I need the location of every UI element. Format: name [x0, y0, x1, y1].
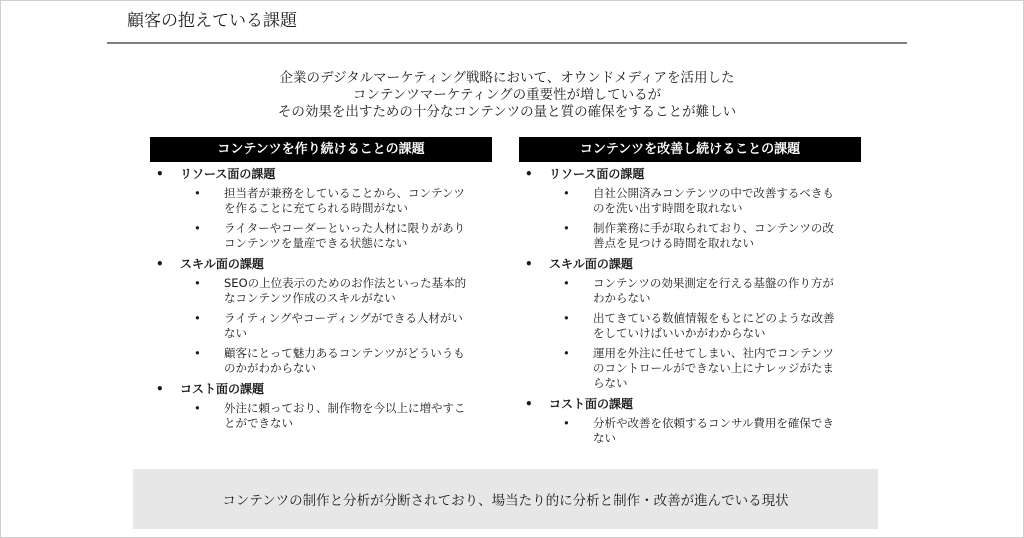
section-heading: [519, 396, 861, 413]
bullet-icon: •: [156, 382, 164, 396]
issue-item: [519, 186, 861, 216]
bullet-icon: •: [563, 346, 570, 360]
section-heading: [150, 166, 492, 183]
section-title: リソース面の課題: [180, 167, 276, 181]
section-heading: [150, 381, 492, 398]
issue-item-line: 自社公開済みコンテンツの中で改善するべきも: [593, 186, 834, 200]
issue-item-line: ライティングやコーディングができる人材がい: [224, 311, 463, 325]
issue-item-line: をしていけばいいかがわからない: [593, 326, 766, 340]
issue-item-line: 顧客にとって魅力あるコンテンツがどういうも: [224, 346, 465, 360]
issue-item-line: のを洗い出す時間を取れない: [593, 201, 743, 215]
title-divider: [107, 42, 907, 44]
issue-section: [519, 396, 861, 446]
bullet-icon: •: [194, 221, 201, 235]
bullet-icon: •: [525, 167, 533, 181]
bullet-icon: •: [563, 276, 570, 290]
column-create-content: [150, 137, 492, 436]
issue-item: [150, 401, 492, 431]
issue-item: [519, 416, 861, 446]
bullet-icon: •: [156, 167, 164, 181]
bullet-icon: •: [525, 257, 533, 271]
issue-section: [519, 166, 861, 251]
issue-item-line: のコントロールができない上にナレッジがたま: [593, 361, 834, 375]
issue-item-line: 善点を見つける時間を取れない: [593, 236, 754, 250]
issue-item-line: 担当者が兼務をしていることから、コンテンツ: [224, 186, 465, 200]
issue-item-line: SEOの上位表示のためのお作法といった基本的: [224, 276, 467, 290]
issue-item: [519, 221, 861, 251]
issue-item-line: なコンテンツ作成のスキルがない: [224, 291, 396, 305]
issue-item-line: 制作業務に手が取られており、コンテンツの改: [593, 221, 834, 235]
bullet-icon: •: [194, 401, 201, 415]
issue-item-line: のかがわからない: [224, 361, 316, 375]
issue-item-line: らない: [593, 376, 628, 390]
bullet-icon: •: [525, 397, 533, 411]
intro-line: その効果を出すための十分なコンテンツの量と質の確保をすることが難しい: [277, 104, 737, 120]
bullet-icon: •: [563, 186, 570, 200]
bullet-icon: •: [194, 276, 201, 290]
section-title: リソース面の課題: [549, 167, 645, 181]
bullet-icon: •: [194, 311, 201, 325]
issue-section: [150, 256, 492, 376]
issue-item: [150, 346, 492, 376]
issue-item: [519, 311, 861, 341]
issue-item-line: 分析や改善を依頼するコンサル費用を確保でき: [593, 416, 834, 430]
intro-text: [150, 70, 864, 121]
issue-item-line: コンテンツの効果測定を行える基盤の作り方が: [593, 276, 834, 290]
summary-text: コンテンツの制作と分析が分断されており、場当たり的に分析と制作・改善が進んでいる現状: [222, 493, 789, 509]
section-title: コスト面の課題: [549, 397, 634, 411]
issue-item: [519, 276, 861, 306]
issue-item-line: 出てきている数値情報をもとにどのような改善: [593, 311, 835, 325]
issue-item-line: わからない: [593, 291, 651, 305]
issue-item-line: 外注に頼っており、制作物を今以上に増やすこ: [224, 401, 466, 415]
section-heading: [519, 166, 861, 183]
bullet-icon: •: [563, 416, 570, 430]
issue-item: [519, 346, 861, 391]
bullet-icon: •: [563, 311, 570, 325]
column-header: コンテンツを改善し続けることの課題: [519, 137, 861, 162]
issue-item: [150, 186, 492, 216]
section-heading: [519, 256, 861, 273]
bullet-icon: •: [194, 346, 201, 360]
bullet-icon: •: [156, 257, 164, 271]
issue-section: [150, 381, 492, 431]
issue-item-line: とができない: [224, 416, 293, 430]
column-improve-content: [519, 137, 861, 451]
column-header: コンテンツを作り続けることの課題: [150, 137, 492, 162]
issue-item-line: ライターやコーダーといった人材に限りがあり: [224, 221, 466, 235]
bullet-icon: •: [194, 186, 201, 200]
section-heading: [150, 256, 492, 273]
bullet-icon: •: [563, 221, 570, 235]
issue-item-line: を作ることに充てられる時間がない: [224, 201, 408, 215]
issue-item: [150, 311, 492, 341]
issue-item-line: ない: [224, 326, 247, 340]
issue-section: [519, 256, 861, 391]
section-title: スキル面の課題: [549, 257, 633, 271]
issue-item-line: ない: [593, 431, 616, 445]
issue-item: [150, 276, 492, 306]
section-title: コスト面の課題: [180, 382, 265, 396]
issue-item: [150, 221, 492, 251]
issue-section: [150, 166, 492, 251]
intro-line: 企業のデジタルマーケティング戦略において、オウンドメディアを活用した: [279, 70, 735, 86]
summary-box: [133, 469, 878, 529]
section-title: スキル面の課題: [180, 257, 264, 271]
intro-line: コンテンツマーケティングの重要性が増しているが: [352, 87, 662, 103]
slide-title: 顧客の抱えている課題: [127, 11, 297, 31]
issue-item-line: コンテンツを量産できる状態にない: [224, 236, 408, 250]
issue-item-line: 運用を外注に任せてしまい、社内でコンテンツ: [593, 346, 834, 360]
